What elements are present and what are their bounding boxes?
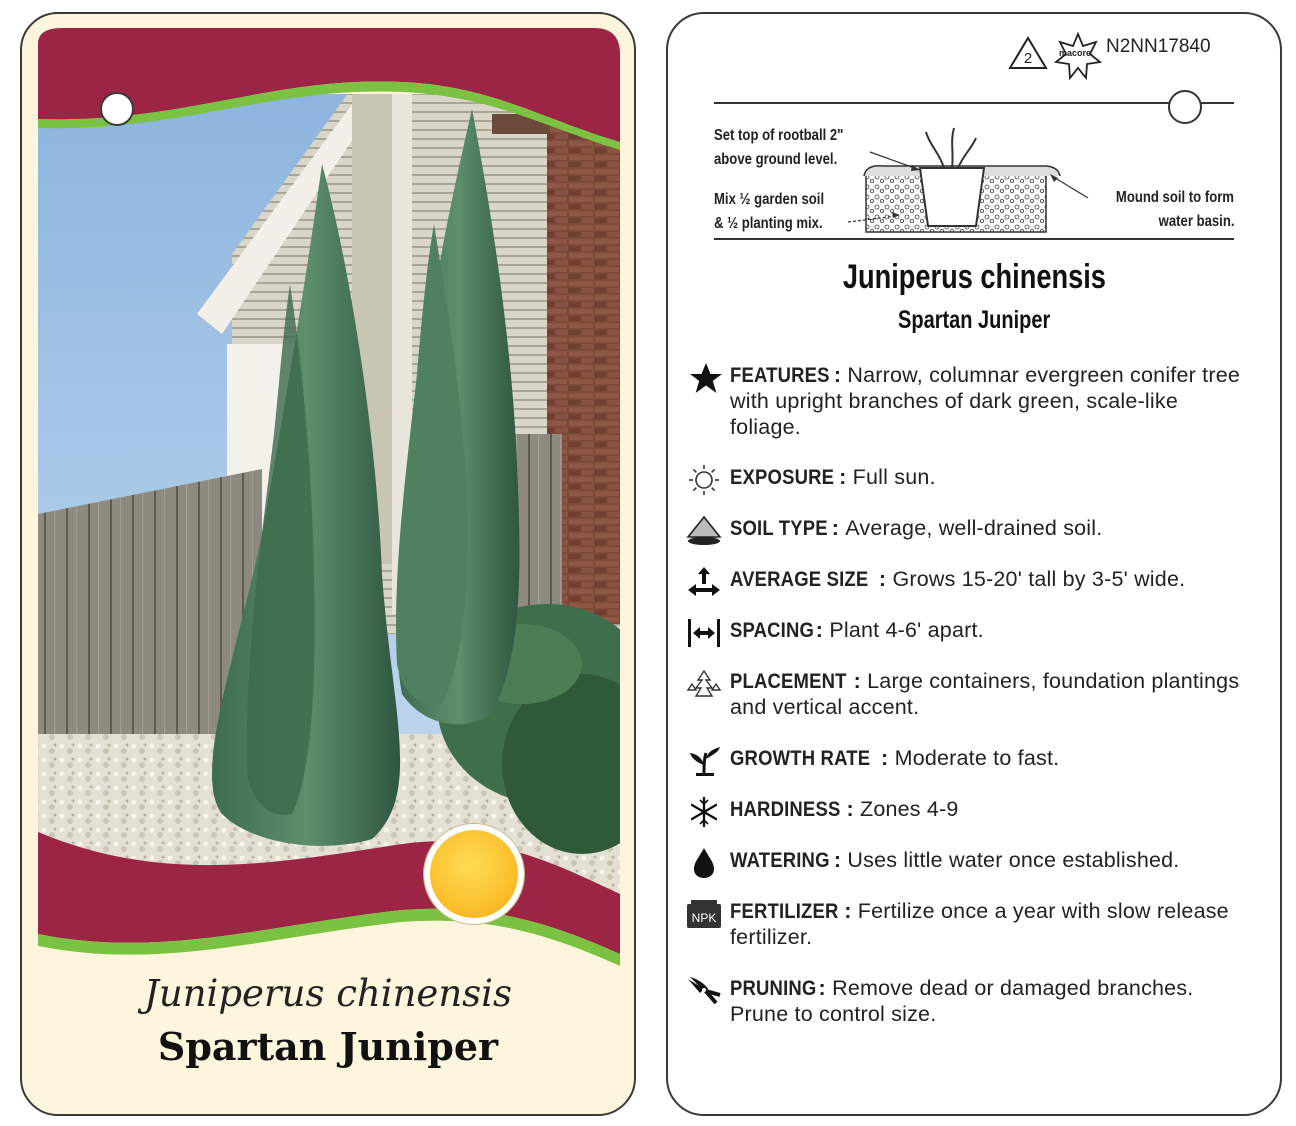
attribute-text: Plant 4-6' apart. [829, 618, 984, 642]
sun-icon [686, 464, 726, 496]
juniper-photo [38, 74, 634, 954]
latin-name: Juniperus chinensis [144, 972, 512, 1015]
attribute-text: Moderate to fast. [894, 746, 1060, 770]
attribute-text: Fertilize once a year with slow release fertilizer. [730, 899, 1229, 949]
divider [714, 238, 1234, 240]
attribute-label: PLACEMENT [730, 669, 847, 693]
water-drop-icon [686, 847, 726, 879]
soil-icon [686, 515, 726, 547]
attribute-label: EXPOSURE [730, 465, 835, 489]
attribute-text: Zones 4-9 [859, 797, 959, 821]
attribute-text: Remove dead or damaged branches. Prune to control size. [730, 976, 1194, 1026]
soil-mix-note-line-2: & ½ planting mix. [714, 215, 823, 232]
recycle-number: 2 [1023, 50, 1033, 67]
brand-logo-text: macore [1059, 48, 1092, 58]
divider [714, 102, 1234, 104]
full-sun-icon [424, 824, 524, 924]
product-code: N2NN17840 [1106, 36, 1211, 57]
attribute-label: FEATURES [730, 363, 830, 387]
latin-name-heading [668, 258, 1280, 297]
npk-icon-text: NPK [691, 911, 717, 925]
rootball-note-line-2: above ground level. [714, 151, 838, 168]
latin-name-text: Juniperus chinensis [842, 258, 1106, 296]
basin-note-line-1: Mound soil to form [1115, 189, 1234, 206]
snowflake-icon [686, 796, 726, 828]
attribute-label: GROWTH RATE [730, 746, 871, 770]
plant-photo-illustration [22, 14, 634, 1114]
attribute-label: AVERAGE SIZE [730, 567, 869, 591]
npk-icon [686, 898, 726, 930]
pruners-icon [686, 975, 726, 1007]
spacing-icon [686, 617, 726, 649]
attribute-label: HARDINESS [730, 797, 841, 821]
plant-tag-back: 2 macore N2NN17840 Set top of rootball 2" above ground level. Mix ½ garden soil & ½ planting mix. Mound soil to form water basin. Juniperus chinensis Spartan Juniper FEATURES : Narrow, columnar evergreen conifer tree with upright branches of dark green, scale-like foliage. EXPOSURE : Full sun. SOIL TYPE : Average, well-drained soil. AVERAGE SIZE : Grows 15-20' tall by 3-5' wide. SPACING: Plant 4-6' apart. PLACEMENT : Large containers, foundation plantings and vertical accent. GROWTH RATE : Moderate to fast. HARDINESS : Zones 4-9 WATERING : Uses little water once established. NPK FERTILIZER : Fertilize once a year with slow release fertilizer. PRUNING: Remove dead or damaged branches. Prune to control size. [666, 12, 1282, 1116]
attribute-label: WATERING [730, 848, 830, 872]
soil-mix-note-line-1: Mix ½ garden soil [714, 191, 825, 208]
star-icon [686, 362, 726, 394]
attribute-label: SPACING [730, 618, 815, 642]
recycle-icon [1008, 36, 1048, 70]
attribute-text: Full sun. [852, 465, 936, 489]
growth-icon [686, 745, 726, 777]
hang-hole [100, 92, 134, 126]
attribute-label: SOIL TYPE [730, 516, 828, 540]
placement-icon [686, 668, 726, 700]
attribute-text: Average, well-drained soil. [845, 516, 1103, 540]
size-icon [686, 566, 726, 598]
basin-note-line-2: water basin. [1158, 213, 1234, 230]
common-name-subheading [668, 306, 1280, 335]
plant-tag-front [20, 12, 636, 1116]
attribute-text: Narrow, columnar evergreen conifer tree with upright branches of dark green, scale-like foliage. [730, 363, 1241, 439]
planting-diagram [714, 114, 1234, 244]
attribute-text: Large containers, foundation plantings and vertical accent. [730, 669, 1240, 719]
attribute-text: Grows 15-20' tall by 3-5' wide. [892, 567, 1186, 591]
common-name: Spartan Juniper [157, 1024, 499, 1069]
attribute-label: PRUNING [730, 976, 817, 1000]
attribute-text: Uses little water once established. [847, 848, 1180, 872]
common-name-text: Spartan Juniper [897, 306, 1051, 334]
attribute-label: FERTILIZER [730, 899, 839, 923]
rootball-note-line-1: Set top of rootball 2" [714, 127, 844, 144]
